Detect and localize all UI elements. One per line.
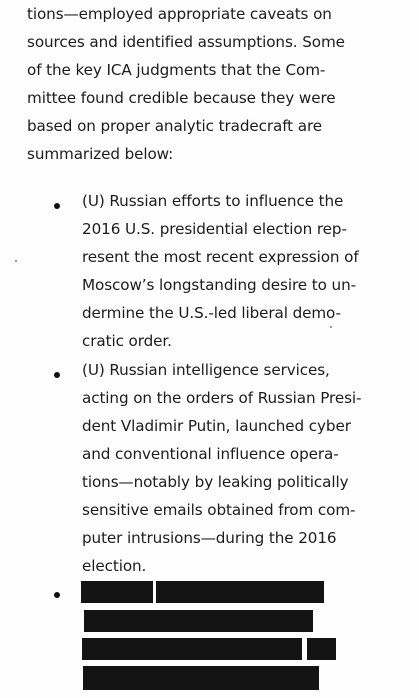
bullet-icon <box>54 372 60 378</box>
bullet-line: dermine the U.S.-led liberal demo- <box>82 304 341 322</box>
scan-speck <box>15 260 17 262</box>
intro-line: of the key ICA judgments that the Com- <box>27 61 326 79</box>
bullet-line: (U) Russian efforts to influence the <box>82 192 344 210</box>
redaction-bar <box>307 638 336 660</box>
intro-line: tions—employed appropriate caveats on <box>27 5 332 23</box>
bullet-line: (U) Russian intelligence services, <box>82 361 330 379</box>
bullet-icon <box>54 203 60 209</box>
redaction-bar <box>81 581 153 603</box>
redaction-bar <box>156 581 324 603</box>
intro-line: sources and identified assumptions. Some <box>27 33 345 51</box>
intro-line: based on proper analytic tradecraft are <box>27 117 323 135</box>
intro-line: summarized below: <box>27 145 174 163</box>
bullet-line: resent the most recent expression of <box>82 248 359 266</box>
bullet-icon <box>54 592 60 598</box>
bullet-line: puter intrusions—during the 2016 <box>82 529 337 547</box>
redaction-bar <box>82 638 302 660</box>
bullet-line: acting on the orders of Russian Presi- <box>82 389 362 407</box>
bullet-line: and conventional influence opera- <box>82 445 339 463</box>
bullet-line: 2016 U.S. presidential election rep- <box>82 220 347 238</box>
redaction-bar <box>84 610 313 632</box>
bullet-line: Moscow’s longstanding desire to un- <box>82 276 356 294</box>
bullet-line: election. <box>82 557 147 575</box>
scan-speck <box>330 326 332 328</box>
redaction-bar <box>83 666 319 690</box>
bullet-line: sensitive emails obtained from com- <box>82 501 356 519</box>
intro-line: mittee found credible because they were <box>27 89 336 107</box>
bullet-line: tions—notably by leaking politically <box>82 473 349 491</box>
bullet-line: cratic order. <box>82 332 172 350</box>
bullet-line: dent Vladimir Putin, launched cyber <box>82 417 351 435</box>
